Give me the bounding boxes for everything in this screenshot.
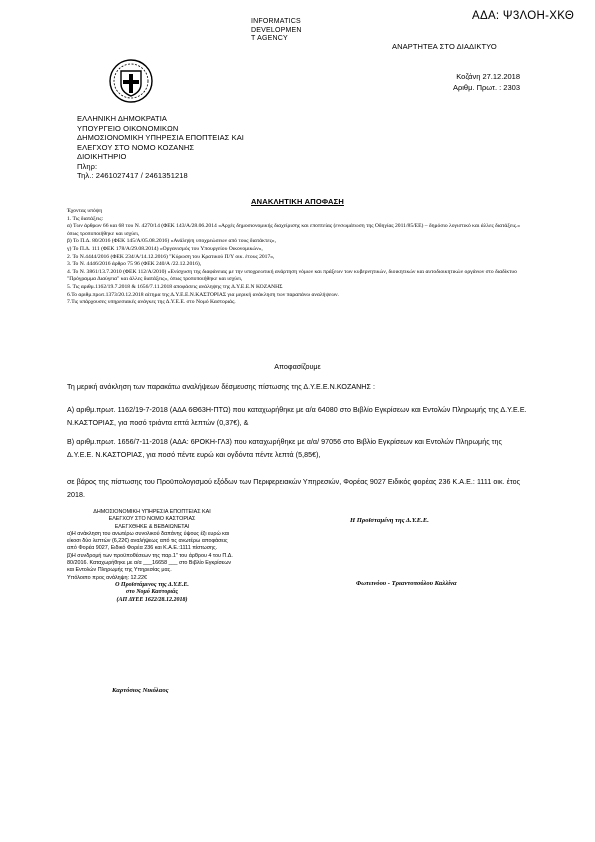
list-item: α) Των άρθρων 66 και 68 του Ν. 4270/14 (ΦΕΚ 143/Α/28.06.2014 «Αρχές δημοσιονομικής διαχείρισης και εποπτείας (ενσωμάτωση της Οδηγίας 2011/85/ΕΕ) – δημόσιο λογιστικό και άλλες διατάξεις.» όπως τροποποιήθηκε και ισχύει, (67, 223, 521, 237)
document-title: ΑΝΑΚΛΗΤΙΚΗ ΑΠΟΦΑΣΗ (251, 197, 344, 206)
list-item: 5. Τις αριθμ.1162/19.7.2018 & 1656/7.11.2018 αποφάσεις ανάληψης της Δ.Υ.Ε.Ε.Ν ΚΟΖΑΝΗΣ (67, 283, 283, 290)
greek-emblem-icon (108, 58, 154, 104)
list-item: 2. Το Ν.4444/2016 (ΦΕΚ 234/Α/14.12.2016) "Κύρωση του Κρατικού Π/Υ οικ. έτους 2017», (67, 253, 275, 260)
decision-intro: Τη μερική ανάκληση των παρακάτω αναλήψεων δέσμευσης πίστωσης της Δ.Υ.Ε.Ε.Ν.ΚΟΖΑΝΗΣ : (67, 383, 375, 391)
decision-item-b: Β) αριθμ.πρωτ. 1656/7-11-2018 (ΑΔΑ: 6ΡΟΚΗ-ΓΛ3) που καταχωρήθηκε με α/α/ 97056 στο Βιβλίο Εγκρίσεων και Εντολών Πληρωμής της Δ.Υ.Ε.Ε. Ν.ΚΑΣΤΟΡΙΑΣ, για ποσό πέντε ευρώ και ογδόντα πέντε λεπτά (5,85€), (67, 438, 502, 459)
decision-heading: Αποφασίζουμε (274, 362, 321, 371)
considerations-list (67, 208, 527, 307)
upload-note: ΑΝΑΡΤΗΤΕΑ ΣΤΟ ΔΙΑΔΙΚΤΥΟ (392, 42, 497, 51)
budget-note: σε βάρος της πίστωσης του Προϋπολογισμού εξόδων των Περιφερειακών Υπηρεσιών, Φορέας 9027 Ειδικός φορέας 236 Κ.Α.Ε.: 1111 οικ. έτος 2018. (67, 478, 521, 499)
list-item: 4. Το Ν. 3861/13.7.2010 (ΦΕΚ 112/Α/2010) «Ενίσχυση της διαφάνειας με την υποχρεωτική ανάρτηση νόμων και πράξεων των κυβερνητικών, διοικητικών και αυτοδιοικητικών οργάνων στο διαδίκτυο "Πρόγραμμα Διαύγεια" και άλλες διατάξεις», όπως τροποποιήθηκε και ισχύει, (67, 268, 517, 283)
ada-code: ΑΔΑ: Ψ3ΛΟΗ-ΧΚΘ (472, 10, 575, 22)
list-item: γ) Το Π.Δ. 111 (ΦΕΚ 178/Α/29.08.2014) «Οργανισμός του Υπουργείου Οικονομικών», (67, 245, 263, 252)
list-item: 6.Το αριθμ.πρωτ.1373/20.12.2018 αίτημα της Δ.Υ.Ε.Ε.Ν.ΚΑΣΤΟΡΙΑΣ για μερική ανάκληση των παραπάνω αναλήψεων. (67, 291, 339, 298)
list-item: 3. Το Ν. 4446/2016 άρθρο 75 96 (ΦΕΚ 240/Α /22.12.2016), (67, 261, 202, 268)
head-title: Η Προϊσταμένη της Δ.Υ.Ε.Ε. (350, 517, 429, 524)
certification-block: ΔΗΜΟΣΙΟΝΟΜΙΚΗ ΥΠΗΡΕΣΙΑ ΕΠΟΠΤΕΙΑΣ ΚΑΙ ΕΛΕΓΧΟΥ ΣΤΟ ΝΟΜΟ ΚΑΣΤΟΡΙΑΣ ΕΛΕΓΧΘΗΚΕ & ΒΕΒΑΙΩΝΕΤΑΙ α)Η ανάκληση του ανωτέρω συνολικού δαπάνης ύψους έξι ευρώ και είκοσι δύο λεπτών (6,22€) αναλήψεως από τις ανωτέρω αποφάσεις από Φορέα 9027, Ειδικό Φορέα 236 και Κ.Α.Ε.:1111 πίστωσης. β)Η συνδρομή των προϋποθέσεων της παρ.1" του άρθρου 4 του Π.Δ. 80/2016. Καταχωρήθηκε με α/α ___16658 ___ στο Βιβλίο Εγκρίσεων και Εντολών Πληρωμής της Υπηρεσίας μας. Υπόλοιπο προς ανάληψη: 12.22€ Ο Προϊστάμενος της Δ.Υ.Ε.Ε. στο Νομό Καστοριάς (ΑΠ ΔΥΕΕ 1622/28.12.2018) (67, 509, 233, 603)
head-signature-name: Φωτεινόου - Τριαντοπούλου Καλλίνα (356, 580, 457, 587)
left-signature-name: Καρτόσιος Νικόλαος (112, 687, 169, 694)
list-item: 1. Τις διατάξεις: (67, 215, 104, 222)
organization-header: ΕΛΛΗΝΙΚΗ ΔΗΜΟΚΡΑΤΙΑ ΥΠΟΥΡΓΕΙΟ ΟΙΚΟΝΟΜΙΚΩΝ ΔΗΜΟΣΙΟΝΟΜΙΚΗ ΥΠΗΡΕΣΙΑ ΕΠΟΠΤΕΙΑΣ ΚΑΙ ΕΛΕΓΧΟΥ ΣΤΟ ΝΟΜΟ ΚΟΖΑΝΗΣ ΔΙΟΙΚΗΤΗΡΙΟ Πληρ: Τηλ.: 2461027417 / 2461351218 (77, 114, 244, 180)
city-date: Κοζάνη 27.12.2018 (456, 72, 520, 81)
list-item: β) Το Π.Δ. 80/2016 (ΦΕΚ 145/Α/05.08.2016) «Ανάληψη υποχρεώσεων από τους διατάκτες», (67, 238, 276, 245)
it-agency-label: INFORMATICS DEVELOPMEN T AGENCY (251, 18, 302, 42)
decision-item-a: Α) αριθμ.πρωτ. 1162/19-7-2018 (ΑΔΑ 6Θ63Η-ΠΤΩ) που καταχωρήθηκε με α/α 64080 στο Βιβλίο Εγκρίσεων και Εντολών Πληρωμής της Δ.Υ.Ε.Ε. Ν.ΚΑΣΤΟΡΙΑΣ, για ποσό τριάντα επτά λεπτών (0,37€), & (67, 406, 527, 427)
protocol-number: Αριθμ. Πρωτ. : 2303 (452, 83, 520, 92)
list-item: 7.Τις υπάρχουσες υπηρεσιακές ανάγκες της Δ.Υ.Ε.Ε. στο Νομό Καστοριάς. (67, 299, 236, 306)
list-item: Έχοντας υπόψη (67, 208, 103, 214)
